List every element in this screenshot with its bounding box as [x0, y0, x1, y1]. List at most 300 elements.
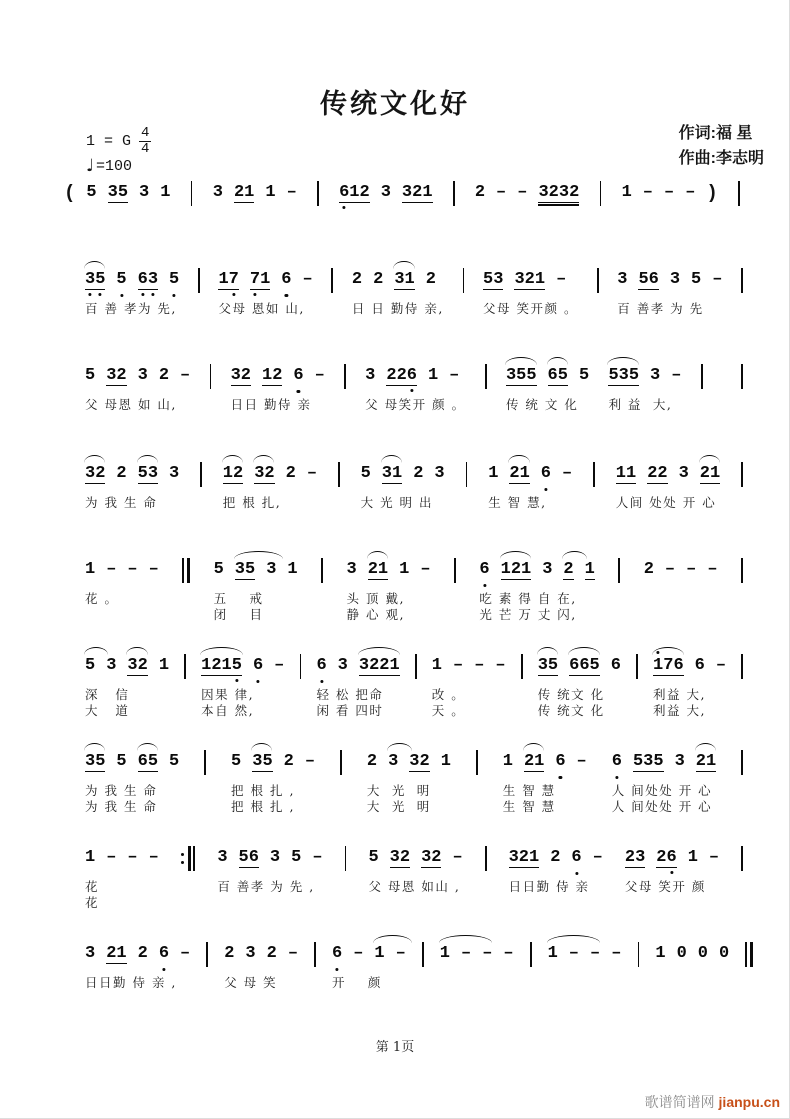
slur-arc	[234, 551, 283, 559]
slur-arc	[568, 647, 600, 655]
note-row	[316, 656, 399, 678]
barline	[200, 464, 202, 487]
note-token: –	[180, 366, 191, 385]
note-token: –	[517, 183, 528, 202]
watermark[interactable]	[645, 1092, 780, 1112]
note-token: 32	[127, 656, 147, 676]
note-token: 321	[514, 270, 546, 289]
lyric-row: 闭 目	[213, 607, 264, 622]
music-system-2	[85, 270, 743, 314]
measure	[440, 944, 514, 988]
note-token: –	[592, 848, 603, 867]
music-system-8	[85, 848, 743, 908]
note-token: –	[106, 560, 117, 579]
measure	[612, 752, 716, 812]
note-token: –	[685, 183, 696, 202]
measure	[85, 944, 190, 988]
slur-arc	[607, 357, 639, 365]
note-token: 1	[160, 183, 171, 202]
note-token: 5	[231, 752, 242, 771]
note-token: 35	[538, 656, 558, 676]
lyric-row: 五 戒	[213, 591, 264, 606]
note-token: 12	[261, 366, 283, 385]
measure	[617, 270, 722, 314]
music-system-3	[85, 366, 743, 410]
music-system-9	[85, 944, 753, 988]
note-token: 1	[440, 944, 450, 964]
note-row	[85, 270, 179, 292]
note-token: –	[715, 656, 727, 675]
slur-arc	[393, 261, 414, 269]
slur-arc	[523, 743, 544, 751]
barline	[741, 464, 743, 487]
note-token: –	[395, 944, 406, 963]
note-token: 1	[621, 183, 632, 202]
lyric-row: 利益 大,	[653, 703, 706, 718]
note-token: 5	[578, 366, 590, 385]
note-token: 3	[542, 560, 553, 579]
note-token: –	[420, 560, 431, 579]
note-token: 5	[85, 366, 96, 385]
note-row	[488, 464, 572, 486]
tempo-marking	[86, 156, 151, 176]
measure	[347, 560, 431, 620]
note-token: 6 12	[339, 183, 370, 203]
note-token: 1 76	[653, 656, 684, 676]
note-row	[213, 183, 297, 205]
lyric-row: 为 我 生 命	[85, 495, 158, 510]
lyric-row: 生 智 慧	[502, 783, 556, 798]
note-token: –	[496, 183, 507, 202]
note-token: –	[562, 464, 573, 483]
barline	[331, 270, 333, 293]
note-token: 1	[265, 183, 276, 202]
note-token: –	[452, 848, 463, 867]
note-token: 5	[169, 752, 180, 771]
lyric-row: 人 间处处 开 心	[611, 783, 713, 798]
note-token: –	[148, 560, 159, 579]
measure	[622, 183, 718, 205]
measure	[644, 560, 718, 620]
measure	[64, 183, 170, 205]
slur-arc	[547, 357, 568, 365]
note-row	[365, 366, 459, 388]
note-token: 6	[332, 944, 342, 964]
quarter-note-icon: ♩	[86, 156, 95, 176]
note-token: 32	[254, 464, 274, 484]
note-token: 32	[389, 848, 411, 867]
note-row	[548, 944, 622, 966]
note-token: 5	[291, 848, 302, 867]
note-row	[218, 270, 312, 292]
note-token: 321	[401, 183, 433, 202]
note-token: 5	[116, 752, 127, 771]
measure	[365, 366, 465, 410]
barline	[597, 270, 599, 293]
note-token: –	[671, 366, 682, 385]
note-token: 1	[287, 560, 298, 579]
barline	[618, 560, 620, 583]
note-token: 2	[563, 560, 573, 580]
note-token: 6	[612, 752, 622, 772]
barline	[741, 656, 743, 679]
note-token: –	[712, 270, 723, 289]
note-row	[475, 183, 579, 205]
note-token: –	[127, 848, 138, 867]
measure	[483, 270, 578, 314]
note-token: 35	[252, 752, 272, 772]
barline	[204, 752, 206, 775]
measure	[85, 752, 179, 812]
note-token: 2	[137, 944, 148, 963]
note-row	[653, 656, 726, 678]
note-token: 3	[266, 560, 277, 579]
measure	[217, 848, 322, 908]
note-token: 3232	[538, 183, 580, 202]
note-token: –	[503, 944, 514, 963]
music-system-7	[85, 752, 743, 812]
music-system-1	[64, 183, 740, 206]
slur-arc	[695, 743, 716, 751]
measure	[214, 560, 298, 620]
slur-arc	[381, 455, 402, 463]
note-row	[339, 183, 432, 205]
barline	[600, 183, 602, 206]
note-token: 6 3	[138, 270, 158, 290]
note-token: 3	[388, 752, 398, 772]
note-token: 7 1	[250, 270, 270, 290]
note-token: 56	[238, 848, 259, 867]
note-row	[85, 752, 179, 774]
note-token: –	[353, 944, 364, 963]
note-token: –	[304, 752, 316, 771]
note-token: 23	[624, 848, 646, 867]
note-row	[85, 464, 179, 486]
note-token: 65	[138, 752, 158, 772]
measure	[85, 270, 179, 314]
note-token: –	[590, 944, 601, 963]
note-row	[361, 464, 445, 486]
lyric-row: 人 间处处 开 心	[611, 799, 713, 814]
lyric-row: 闲 看 四时	[316, 703, 384, 718]
note-token: 22	[647, 464, 668, 483]
slur-arc	[200, 647, 242, 655]
note-token: 3	[139, 183, 150, 202]
measure	[85, 848, 159, 908]
barline	[422, 944, 424, 967]
note-token: 2	[116, 464, 127, 483]
barline	[466, 464, 468, 487]
lyric-row: 把 根 扎 ,	[231, 783, 295, 798]
note-token: 2	[474, 183, 486, 202]
slur-arc	[439, 935, 492, 943]
note-token: 3	[674, 752, 685, 771]
note-token: 321	[508, 848, 540, 867]
note-token: 1	[440, 752, 451, 771]
lyric-row: 深 信	[85, 687, 130, 702]
barline	[636, 656, 638, 679]
watermark-site-url[interactable]: jianpu.cn	[718, 1094, 780, 1110]
note-token: 21	[696, 752, 716, 772]
lyric-row: 生 智 慧,	[488, 495, 547, 510]
slur-arc	[500, 551, 532, 559]
note-row	[368, 848, 462, 870]
note-token: –	[642, 183, 653, 202]
note-token: –	[274, 656, 285, 675]
note-token: –	[664, 560, 676, 579]
note-token: 2	[643, 560, 654, 579]
measure	[85, 366, 190, 410]
lyric-row: 为 我 生 命	[85, 783, 158, 798]
barline	[338, 464, 340, 487]
measure	[231, 752, 315, 812]
note-token: 3	[346, 560, 357, 579]
lyric-row: 本自 然,	[201, 703, 255, 718]
note-token: 3	[669, 270, 681, 289]
note-token: 35	[85, 752, 105, 772]
note-token: 6	[694, 656, 705, 675]
lyric-row: 静 心 观,	[346, 607, 405, 622]
note-token: 6	[281, 270, 291, 290]
barline	[593, 464, 595, 487]
note-token: 5	[213, 560, 224, 579]
lyric-row: 花	[85, 895, 100, 910]
note-token: –	[180, 944, 191, 963]
note-token: 3	[217, 848, 228, 867]
lyric-row: 父母 笑开颜 。	[483, 301, 578, 316]
note-token: 6	[253, 656, 263, 676]
lyric-row: 日日勤 侍 亲	[508, 879, 590, 894]
note-token: –	[314, 366, 325, 385]
barline	[476, 752, 478, 775]
barline	[206, 944, 208, 967]
note-token: 21	[509, 464, 529, 484]
lyric-row: 头 顶 戴,	[346, 591, 405, 606]
note-token: –	[664, 183, 675, 202]
measure	[368, 848, 462, 908]
slur-arc	[508, 455, 529, 463]
slur-arc	[505, 357, 537, 365]
music-system-5	[85, 560, 743, 620]
slur-arc	[84, 647, 108, 655]
note-token: –	[302, 270, 313, 289]
note-token: 226	[386, 366, 417, 386]
note-token: 5	[85, 656, 95, 676]
barline	[454, 560, 456, 583]
note-token: –	[556, 270, 567, 289]
note-token: 21	[700, 464, 720, 484]
slur-arc	[137, 455, 158, 463]
note-token: 0	[719, 944, 730, 963]
note-token: –	[686, 560, 697, 579]
note-row	[85, 944, 190, 966]
note-token: 535	[608, 366, 639, 386]
song-title: 传统文化好	[320, 89, 470, 119]
lyric-row: 利 益 大,	[608, 397, 673, 412]
measure	[352, 270, 444, 314]
watermark-site-name: 歌谱简谱网	[644, 1095, 715, 1111]
note-token: 6	[541, 464, 551, 484]
measure	[218, 270, 312, 314]
note-token: 32	[106, 366, 127, 385]
slur-arc	[253, 455, 274, 463]
lyric-row: 花	[85, 879, 100, 894]
note-row	[201, 656, 284, 678]
barline	[300, 656, 302, 679]
note-row	[506, 366, 589, 388]
measure	[625, 848, 719, 908]
key-signature	[86, 124, 151, 158]
note-token: 2	[224, 944, 235, 963]
lyric-row: 人间 处处 开 心	[615, 495, 717, 510]
open-paren: (	[64, 182, 76, 204]
note-token: 3 5	[85, 270, 105, 290]
slur-arc	[562, 551, 586, 559]
lyric-row: 生 智 慧	[502, 799, 556, 814]
note-token: 6	[571, 848, 581, 868]
lyric-row: 父母 笑开 颜	[624, 879, 706, 894]
note-token: –	[474, 656, 485, 675]
barline	[184, 656, 186, 679]
note-row	[231, 366, 325, 388]
note-token: 2	[283, 752, 294, 771]
note-token: 2	[425, 270, 436, 289]
barline	[738, 183, 740, 206]
measure	[655, 944, 729, 988]
measure	[223, 464, 317, 508]
note-token: 3	[617, 270, 628, 289]
barline	[741, 560, 743, 583]
note-token: 1	[85, 848, 96, 867]
note-token: 21	[368, 560, 388, 580]
note-token: –	[148, 848, 159, 867]
note-token: 6	[159, 944, 169, 964]
note-row	[214, 560, 298, 582]
note-token: 1	[502, 752, 513, 771]
note-token: 2	[413, 464, 424, 483]
note-row	[224, 944, 298, 966]
barline	[340, 752, 342, 775]
time-signature	[139, 126, 151, 157]
time-numerator: 4	[141, 124, 150, 141]
note-row	[440, 944, 514, 966]
note-token: –	[449, 366, 460, 385]
barline	[638, 944, 640, 967]
note-token: 3	[650, 366, 661, 385]
barline	[741, 270, 743, 293]
note-token: 5	[86, 183, 97, 202]
note-row	[352, 270, 436, 292]
note-token: –	[482, 944, 493, 963]
note-row	[85, 848, 159, 870]
barline	[521, 656, 523, 679]
barline	[415, 656, 417, 679]
time-denominator: 4	[141, 140, 150, 157]
note-row	[625, 848, 719, 870]
note-token: 1	[431, 656, 442, 675]
note-token: 2	[351, 270, 363, 289]
note-row	[644, 560, 718, 582]
note-token: –	[568, 944, 579, 963]
note-token: 3	[245, 944, 256, 963]
lyric-row: 轻 松 把命	[316, 687, 384, 702]
note-token: –	[106, 848, 117, 867]
note-token: 2	[158, 366, 170, 385]
barline	[321, 560, 323, 583]
credits-block	[679, 121, 764, 171]
note-row	[612, 752, 716, 774]
note-token: 11	[615, 464, 637, 483]
composer-credit: 作曲:李志明	[678, 150, 764, 167]
slur-arc	[222, 455, 243, 463]
note-token: 32	[230, 366, 251, 385]
lyric-row: 大 光 明 出	[360, 495, 434, 510]
lyric-row: 天 。	[431, 703, 466, 718]
note-row	[622, 183, 718, 205]
note-token: 26	[656, 848, 676, 868]
tempo-value: =100	[96, 157, 133, 175]
note-token: 6	[610, 656, 621, 675]
lyric-row: 改 。	[431, 687, 466, 702]
lyric-row: 大 道	[85, 703, 130, 718]
close-barline	[181, 848, 195, 871]
lyric-row: 利益 大,	[653, 687, 706, 702]
lyricist-credit: 作词:福 星	[678, 125, 753, 142]
lyric-row: 父 母恩 如山 ,	[368, 879, 461, 894]
key-label: 1 = G	[86, 132, 132, 150]
note-row	[616, 464, 720, 486]
barline	[344, 366, 346, 389]
note-token: 3221	[359, 656, 400, 676]
note-token: –	[306, 464, 318, 483]
note-token: 2	[550, 848, 561, 867]
lyric-row: 大 光 明	[366, 783, 431, 798]
note-token: 1	[399, 560, 410, 579]
final-barline	[745, 944, 753, 967]
measure	[548, 944, 622, 988]
barline	[317, 183, 319, 206]
note-row	[509, 848, 603, 870]
lyric-row: 百 善 孝为 先,	[85, 301, 177, 316]
note-token: 1	[488, 464, 499, 483]
note-token: 3	[365, 366, 376, 385]
note-row	[332, 944, 406, 966]
barline	[741, 848, 743, 871]
measure	[367, 752, 451, 812]
note-row	[217, 848, 322, 870]
note-token: –	[286, 183, 297, 202]
page-number: 第 1页	[375, 1040, 415, 1055]
slur-arc	[547, 935, 600, 943]
note-token: 6	[316, 656, 326, 676]
lyric-row: 把 根 扎 ,	[231, 799, 295, 814]
measure	[503, 752, 587, 812]
barline	[485, 366, 487, 389]
lyric-row: 百 善孝 为 先 ,	[217, 879, 315, 894]
measure	[616, 464, 720, 508]
barline	[741, 366, 743, 389]
measure	[201, 656, 284, 716]
barline	[701, 366, 703, 389]
lyric-row: 把 根 扎,	[222, 495, 282, 510]
note-token: 665	[569, 656, 600, 676]
slur-arc	[84, 455, 105, 463]
lyric-row: 父 母恩 如 山,	[85, 397, 177, 412]
lyric-row: 日 日 勤侍 亲,	[351, 301, 444, 316]
measure	[231, 366, 325, 410]
note-token: 5	[360, 464, 371, 483]
barline	[453, 183, 455, 206]
